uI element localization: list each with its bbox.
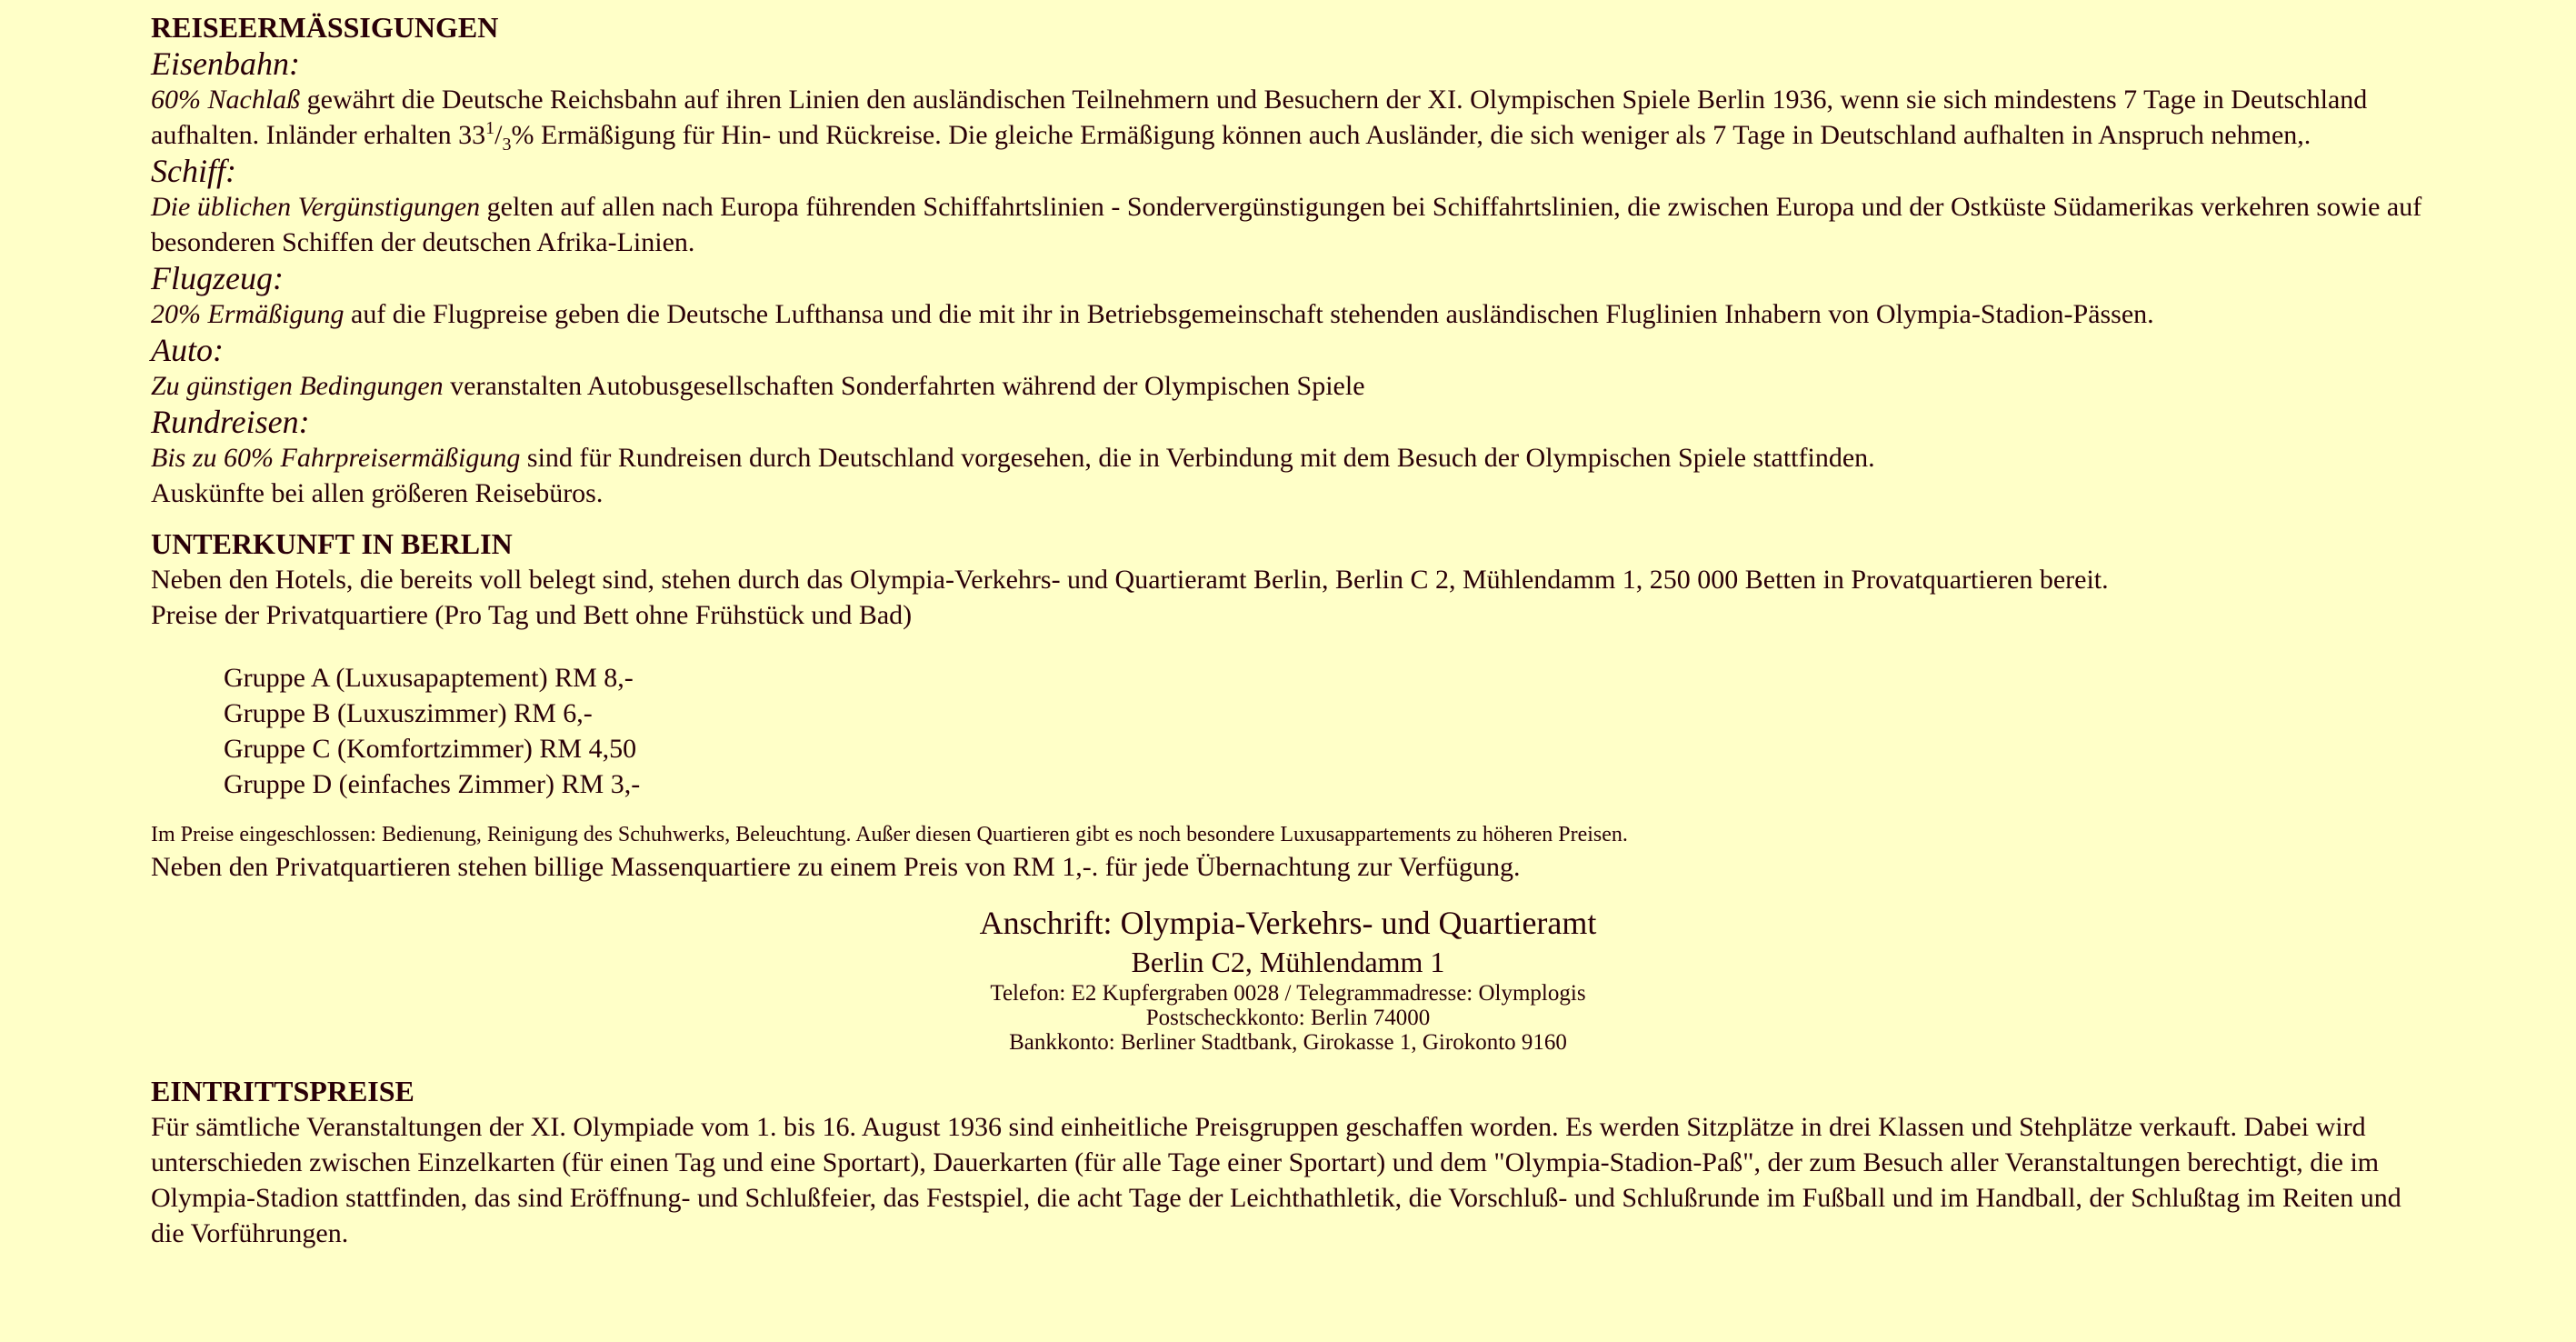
address-block [151,903,2425,1055]
car-text: veranstalten Autobusgesellschaften Sonderfahrten während der Olympischen Spiele [443,371,1365,401]
price-group-c: Gruppe C (Komfortzimmer) RM 4,50 [224,734,637,764]
address-line-3: Telefon: E2 Kupfergraben 0028 / Telegrammadresse: Olymplogis [990,981,1586,1006]
air-emphasis: 20% Ermäßigung [151,299,344,329]
lodging-section [151,526,2425,885]
fraction-denominator: 3 [502,135,512,155]
price-group-a: Gruppe A (Luxusapaptement) RM 8,- [224,663,634,693]
rail-label: Eisenbahn: [151,45,300,82]
ship-label: Schiff: [151,153,236,189]
rail-paragraph [151,82,2425,153]
price-group-b: Gruppe B (Luxuszimmer) RM 6,- [224,698,593,728]
tours-paragraph [151,440,2425,476]
tours-emphasis: Bis zu 60% Fahrpreisermäßigung [151,443,521,473]
lodging-heading: UNTERKUNFT IN BERLIN [151,527,513,560]
price-group-d: Gruppe D (einfaches Zimmer) RM 3,- [224,769,641,799]
ship-paragraph [151,189,2425,260]
lodging-intro: Neben den Hotels, die bereits voll belegt sind, stehen durch das Olympia-Verkehrs- und Quartieramt Berlin, Berlin C 2, Mühlendamm 1, 250 000 Betten in Provatquartieren bereit. [151,565,2109,595]
rail-emphasis: 60% Nachlaß [151,85,301,115]
lodging-included-note: Im Preise eingeschlossen: Bedienung, Reinigung des Schuhwerks, Beleuchtung. Außer diesen Quartieren gibt es noch besondere Luxusappartements zu höheren Preisen. [151,823,1628,846]
travel-discounts-section [151,9,2425,511]
tickets-text: Für sämtliche Veranstaltungen der XI. Olympiade vom 1. bis 16. August 1936 sind einheitliche Preisgruppen geschaffen worden. Es werden Sitzplätze in drei Klassen und Stehplätze verkauft. Dabei wird unterschieden zwischen Einzelkarten (für einen Tag und eine Sportart), Dauerkarten (für alle Tage einer Sportart) und dem "Olympia-Stadion-Paß", der zum Besuch aller Veranstaltungen berechtigt, die im Olympia-Stadion stattfinden, das sind Eröffnung- und Schlußfeier, das Festspiel, die acht Tage der Leichthathletik, die Vorschluß- und Schlußrunde im Fußball und im Handball, der Schlußtag im Reiten und die Vorführungen. [151,1112,2401,1248]
fraction-numerator: 1 [485,118,495,138]
travel-discounts-heading: REISEERMÄSSIGUNGEN [151,11,499,44]
car-paragraph [151,368,2425,404]
price-groups-list [151,660,2425,802]
rail-text-b: % Ermäßigung für Hin- und Rückreise. Die gleiche Ermäßigung können auch Ausländer, die sich weniger als 7 Tage in Deutschland aufhalten in Anspruch nehmen,. [511,120,2311,150]
ship-text: gelten auf allen nach Europa führenden Schiffahrtslinien - Sondervergünstigungen bei Schiffahrtslinien, die zwischen Europa und der Ostküste Südamerikas verkehren sowie auf besonderen Schiffen der deutschen Afrika-Linien. [151,192,2422,257]
address-line-5: Bankkonto: Berliner Stadtbank, Girokasse 1, Girokonto 9160 [1009,1030,1567,1055]
address-line-2: Berlin C2, Mühlendamm 1 [1131,946,1445,978]
tours-label: Rundreisen: [151,404,310,440]
air-label: Flugzeug: [151,260,284,296]
tours-info: Auskünfte bei allen größeren Reisebüros. [151,478,604,508]
car-label: Auto: [151,332,224,368]
air-text: auf die Flugpreise geben die Deutsche Lufthansa und die mit ihr in Betriebsgemeinschaft stehenden ausländischen Fluglinien Inhabern von Olympia-Stadion-Pässen. [344,299,2154,329]
air-paragraph [151,296,2425,332]
ship-emphasis: Die üblichen Vergünstigungen [151,192,481,222]
lodging-mass-quarters: Neben den Privatquartieren stehen billige Massenquartiere zu einem Preis von RM 1,-. für jede Übernachtung zur Verfügung. [151,852,1521,882]
tickets-heading: EINTRITTSPREISE [151,1075,414,1107]
fraction-separator: / [494,120,503,150]
tickets-section [151,1073,2425,1251]
address-line-1: Anschrift: Olympia-Verkehrs- und Quartieramt [979,905,1597,941]
car-emphasis: Zu günstigen Bedingungen [151,371,444,401]
tours-text: sind für Rundreisen durch Deutschland vorgesehen, die in Verbindung mit dem Besuch der Olympischen Spiele stattfinden. [520,443,1875,473]
lodging-prices-intro: Preise der Privatquartiere (Pro Tag und Bett ohne Frühstück und Bad) [151,600,913,630]
address-line-4: Postscheckkonto: Berlin 74000 [1145,1006,1431,1030]
rail-text-a: gewährt die Deutsche Reichsbahn auf ihren Linien den ausländischen Teilnehmern und Besuchern der XI. Olympischen Spiele Berlin 1936, wenn sie sich mindestens 7 Tage in Deutschland aufhalten. Inländer erhalten 33 [151,85,2368,150]
